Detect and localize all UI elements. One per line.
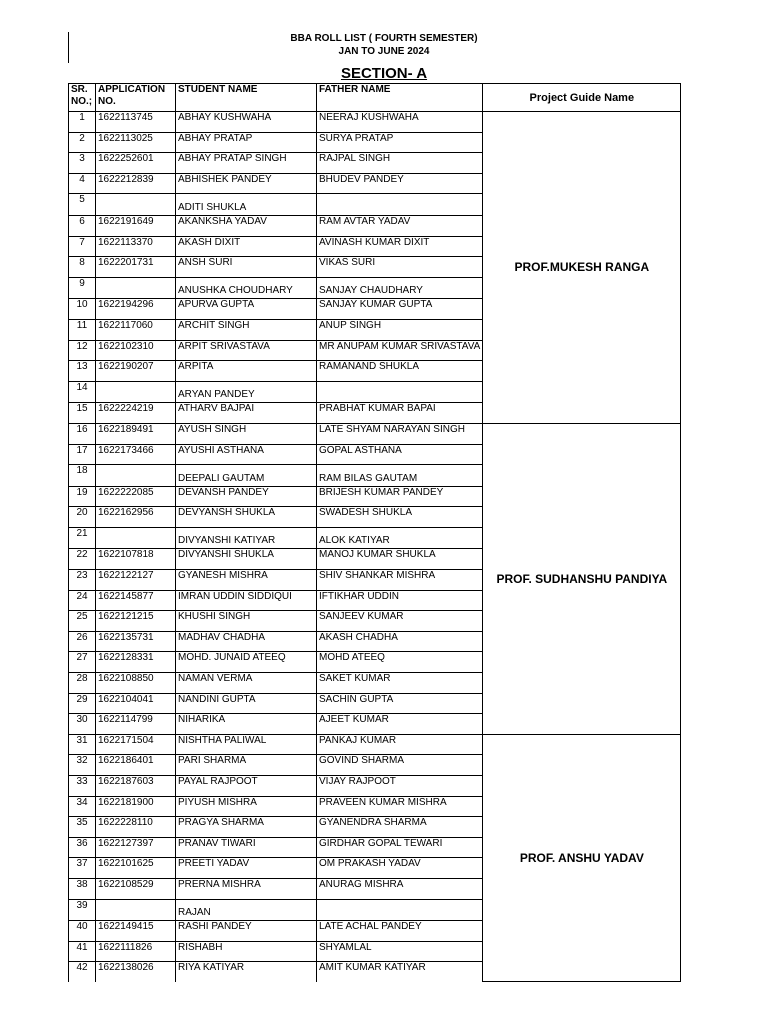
cell-student-name: PARI SHARMA xyxy=(176,755,317,776)
cell-student-name: KHUSHI SINGH xyxy=(176,611,317,632)
project-guide-cell: PROF. SUDHANSHU PANDIYA xyxy=(483,423,681,734)
table-header-row xyxy=(69,84,681,112)
cell-student-name: RASHI PANDEY xyxy=(176,921,317,942)
cell-student-name: DIVYANSHI KATIYAR xyxy=(176,527,317,549)
cell-sr: 1 xyxy=(69,112,96,133)
cell-father-name: BHUDEV PANDEY xyxy=(317,173,483,194)
cell-student-name: PRANAV TIWARI xyxy=(176,837,317,858)
cell-father-name: GYANENDRA SHARMA xyxy=(317,817,483,838)
cell-application-no: 1622190207 xyxy=(96,361,176,382)
cell-sr: 23 xyxy=(69,570,96,591)
cell-sr: 17 xyxy=(69,444,96,465)
cell-father-name: AKASH CHADHA xyxy=(317,631,483,652)
cell-application-no: 1622127397 xyxy=(96,837,176,858)
cell-sr: 27 xyxy=(69,652,96,673)
table-body xyxy=(69,112,681,982)
cell-application-no: 1622145877 xyxy=(96,590,176,611)
cell-student-name: PRAGYA SHARMA xyxy=(176,817,317,838)
cell-sr: 19 xyxy=(69,486,96,507)
cell-student-name: ABHISHEK PANDEY xyxy=(176,173,317,194)
cell-application-no: 1622181900 xyxy=(96,796,176,817)
col-student-header: STUDENT NAME xyxy=(176,84,317,112)
cell-application-no: 1622113370 xyxy=(96,236,176,257)
cell-application-no: 1622122127 xyxy=(96,570,176,591)
cell-student-name: DIVYANSHI SHUKLA xyxy=(176,549,317,570)
cell-student-name: ANSH SURI xyxy=(176,257,317,278)
cell-sr: 3 xyxy=(69,153,96,174)
cell-father-name: ALOK KATIYAR xyxy=(317,527,483,549)
cell-student-name: ANUSHKA CHOUDHARY xyxy=(176,277,317,299)
cell-sr: 5 xyxy=(69,194,96,216)
cell-application-no: 1622149415 xyxy=(96,921,176,942)
cell-sr: 28 xyxy=(69,673,96,694)
cell-application-no: 1622173466 xyxy=(96,444,176,465)
cell-application-no xyxy=(96,277,176,299)
cell-application-no: 1622113025 xyxy=(96,132,176,153)
cell-sr: 34 xyxy=(69,796,96,817)
cell-application-no: 1622228110 xyxy=(96,817,176,838)
cell-sr: 33 xyxy=(69,776,96,797)
cell-sr: 35 xyxy=(69,817,96,838)
cell-application-no: 1622104041 xyxy=(96,693,176,714)
project-guide-cell: PROF.MUKESH RANGA xyxy=(483,112,681,424)
cell-application-no: 1622187603 xyxy=(96,776,176,797)
cell-application-no: 1622121215 xyxy=(96,611,176,632)
cell-sr: 11 xyxy=(69,319,96,340)
cell-father-name: SHYAMLAL xyxy=(317,941,483,962)
cell-sr: 15 xyxy=(69,403,96,424)
cell-application-no: 1622201731 xyxy=(96,257,176,278)
cell-application-no: 1622108850 xyxy=(96,673,176,694)
cell-student-name: ARPITA xyxy=(176,361,317,382)
cell-sr: 40 xyxy=(69,921,96,942)
col-sr-header: SR. NO.; xyxy=(69,84,96,112)
cell-father-name: RAM BILAS GAUTAM xyxy=(317,465,483,487)
cell-student-name: PIYUSH MISHRA xyxy=(176,796,317,817)
cell-father-name: SACHIN GUPTA xyxy=(317,693,483,714)
cell-father-name: BRIJESH KUMAR PANDEY xyxy=(317,486,483,507)
cell-father-name: RAM AVTAR YADAV xyxy=(317,215,483,236)
cell-student-name: MOHD. JUNAID ATEEQ xyxy=(176,652,317,673)
cell-father-name: RAMANAND SHUKLA xyxy=(317,361,483,382)
table-row xyxy=(69,734,681,755)
cell-application-no: 1622222085 xyxy=(96,486,176,507)
cell-father-name: GIRDHAR GOPAL TEWARI xyxy=(317,837,483,858)
cell-application-no xyxy=(96,194,176,216)
cell-application-no: 1622212839 xyxy=(96,173,176,194)
cell-sr: 22 xyxy=(69,549,96,570)
cell-sr: 30 xyxy=(69,714,96,735)
document-title: BBA ROLL LIST ( FOURTH SEMESTER) xyxy=(290,33,478,44)
cell-sr: 24 xyxy=(69,590,96,611)
cell-father-name: VIJAY RAJPOOT xyxy=(317,776,483,797)
cell-sr: 14 xyxy=(69,381,96,403)
cell-sr: 18 xyxy=(69,465,96,487)
cell-student-name: APURVA GUPTA xyxy=(176,299,317,320)
cell-sr: 41 xyxy=(69,941,96,962)
cell-father-name: SANJAY CHAUDHARY xyxy=(317,277,483,299)
cell-father-name: GOPAL ASTHANA xyxy=(317,444,483,465)
col-guide-header: Project Guide Name xyxy=(483,84,681,112)
cell-father-name: PRAVEEN KUMAR MISHRA xyxy=(317,796,483,817)
col-father-header: FATHER NAME xyxy=(317,84,483,112)
cell-application-no: 1622224219 xyxy=(96,403,176,424)
cell-student-name: ABHAY PRATAP SINGH xyxy=(176,153,317,174)
cell-father-name xyxy=(317,194,483,216)
cell-sr: 10 xyxy=(69,299,96,320)
cell-father-name: OM PRAKASH YADAV xyxy=(317,858,483,879)
cell-application-no xyxy=(96,899,176,921)
cell-student-name: DEEPALI GAUTAM xyxy=(176,465,317,487)
cell-father-name: SANJEEV KUMAR xyxy=(317,611,483,632)
cell-application-no: 1622191649 xyxy=(96,215,176,236)
cell-father-name: SWADESH SHUKLA xyxy=(317,507,483,528)
cell-student-name: MADHAV CHADHA xyxy=(176,631,317,652)
cell-sr: 36 xyxy=(69,837,96,858)
project-guide-cell: PROF. ANSHU YADAV xyxy=(483,734,681,982)
cell-sr: 39 xyxy=(69,899,96,921)
cell-father-name xyxy=(317,381,483,403)
cell-sr: 38 xyxy=(69,878,96,899)
cell-father-name: SANJAY KUMAR GUPTA xyxy=(317,299,483,320)
cell-sr: 26 xyxy=(69,631,96,652)
table-row xyxy=(69,423,681,444)
cell-sr: 7 xyxy=(69,236,96,257)
cell-student-name: RAJAN xyxy=(176,899,317,921)
cell-father-name: ANUP SINGH xyxy=(317,319,483,340)
cell-application-no: 1622113745 xyxy=(96,112,176,133)
cell-student-name: PAYAL RAJPOOT xyxy=(176,776,317,797)
cell-sr: 37 xyxy=(69,858,96,879)
cell-student-name: ABHAY PRATAP xyxy=(176,132,317,153)
roll-list-table xyxy=(68,83,681,982)
margin-line xyxy=(68,32,69,63)
cell-student-name: DEVYANSH SHUKLA xyxy=(176,507,317,528)
cell-application-no: 1622128331 xyxy=(96,652,176,673)
cell-sr: 42 xyxy=(69,962,96,982)
table-row xyxy=(69,112,681,133)
cell-father-name: LATE ACHAL PANDEY xyxy=(317,921,483,942)
cell-application-no xyxy=(96,527,176,549)
cell-application-no: 1622252601 xyxy=(96,153,176,174)
cell-father-name: AMIT KUMAR KATIYAR xyxy=(317,962,483,982)
cell-application-no: 1622111826 xyxy=(96,941,176,962)
cell-father-name: PRABHAT KUMAR BAPAI xyxy=(317,403,483,424)
cell-application-no: 1622114799 xyxy=(96,714,176,735)
cell-father-name: SHIV SHANKAR MISHRA xyxy=(317,570,483,591)
cell-father-name: RAJPAL SINGH xyxy=(317,153,483,174)
cell-student-name: ADITI SHUKLA xyxy=(176,194,317,216)
document-period: JAN TO JUNE 2024 xyxy=(338,46,430,57)
cell-student-name: NANDINI GUPTA xyxy=(176,693,317,714)
cell-student-name: AYUSH SINGH xyxy=(176,423,317,444)
cell-application-no: 1622117060 xyxy=(96,319,176,340)
cell-application-no: 1622108529 xyxy=(96,878,176,899)
cell-father-name: GOVIND SHARMA xyxy=(317,755,483,776)
cell-application-no: 1622162956 xyxy=(96,507,176,528)
cell-student-name: GYANESH MISHRA xyxy=(176,570,317,591)
cell-father-name: MR ANUPAM KUMAR SRIVASTAVA xyxy=(317,340,483,361)
cell-student-name: AYUSHI ASTHANA xyxy=(176,444,317,465)
cell-father-name: SAKET KUMAR xyxy=(317,673,483,694)
cell-father-name: LATE SHYAM NARAYAN SINGH xyxy=(317,423,483,444)
cell-student-name: IMRAN UDDIN SIDDIQUI xyxy=(176,590,317,611)
cell-sr: 20 xyxy=(69,507,96,528)
cell-sr: 29 xyxy=(69,693,96,714)
cell-father-name: IFTIKHAR UDDIN xyxy=(317,590,483,611)
cell-student-name: ABHAY KUSHWAHA xyxy=(176,112,317,133)
cell-sr: 13 xyxy=(69,361,96,382)
cell-student-name: ARPIT SRIVASTAVA xyxy=(176,340,317,361)
cell-father-name: VIKAS SURI xyxy=(317,257,483,278)
cell-student-name: AKASH DIXIT xyxy=(176,236,317,257)
cell-application-no: 1622194296 xyxy=(96,299,176,320)
cell-student-name: NAMAN VERMA xyxy=(176,673,317,694)
cell-application-no: 1622107818 xyxy=(96,549,176,570)
cell-sr: 12 xyxy=(69,340,96,361)
cell-application-no: 1622138026 xyxy=(96,962,176,982)
cell-student-name: PRERNA MISHRA xyxy=(176,878,317,899)
cell-father-name xyxy=(317,899,483,921)
cell-student-name: NISHTHA PALIWAL xyxy=(176,734,317,755)
cell-application-no xyxy=(96,465,176,487)
cell-sr: 32 xyxy=(69,755,96,776)
cell-sr: 4 xyxy=(69,173,96,194)
cell-student-name: NIHARIKA xyxy=(176,714,317,735)
cell-father-name: ANURAG MISHRA xyxy=(317,878,483,899)
cell-student-name: RISHABH xyxy=(176,941,317,962)
cell-application-no xyxy=(96,381,176,403)
cell-father-name: AJEET KUMAR xyxy=(317,714,483,735)
cell-application-no: 1622101625 xyxy=(96,858,176,879)
cell-application-no: 1622135731 xyxy=(96,631,176,652)
section-title: SECTION- A xyxy=(340,65,428,82)
cell-sr: 16 xyxy=(69,423,96,444)
cell-student-name: PREETI YADAV xyxy=(176,858,317,879)
cell-sr: 25 xyxy=(69,611,96,632)
cell-student-name: RIYA KATIYAR xyxy=(176,962,317,982)
col-app-header: APPLICATION NO. xyxy=(96,84,176,112)
cell-student-name: AKANKSHA YADAV xyxy=(176,215,317,236)
cell-father-name: NEERAJ KUSHWAHA xyxy=(317,112,483,133)
cell-student-name: ARCHIT SINGH xyxy=(176,319,317,340)
cell-application-no: 1622171504 xyxy=(96,734,176,755)
cell-father-name: AVINASH KUMAR DIXIT xyxy=(317,236,483,257)
cell-sr: 31 xyxy=(69,734,96,755)
cell-student-name: ARYAN PANDEY xyxy=(176,381,317,403)
cell-sr: 9 xyxy=(69,277,96,299)
cell-father-name: MANOJ KUMAR SHUKLA xyxy=(317,549,483,570)
cell-application-no: 1622189491 xyxy=(96,423,176,444)
cell-application-no: 1622102310 xyxy=(96,340,176,361)
cell-father-name: MOHD ATEEQ xyxy=(317,652,483,673)
cell-father-name: SURYA PRATAP xyxy=(317,132,483,153)
cell-application-no: 1622186401 xyxy=(96,755,176,776)
cell-sr: 8 xyxy=(69,257,96,278)
cell-father-name: PANKAJ KUMAR xyxy=(317,734,483,755)
cell-student-name: DEVANSH PANDEY xyxy=(176,486,317,507)
cell-sr: 21 xyxy=(69,527,96,549)
cell-student-name: ATHARV BAJPAI xyxy=(176,403,317,424)
cell-sr: 2 xyxy=(69,132,96,153)
cell-sr: 6 xyxy=(69,215,96,236)
